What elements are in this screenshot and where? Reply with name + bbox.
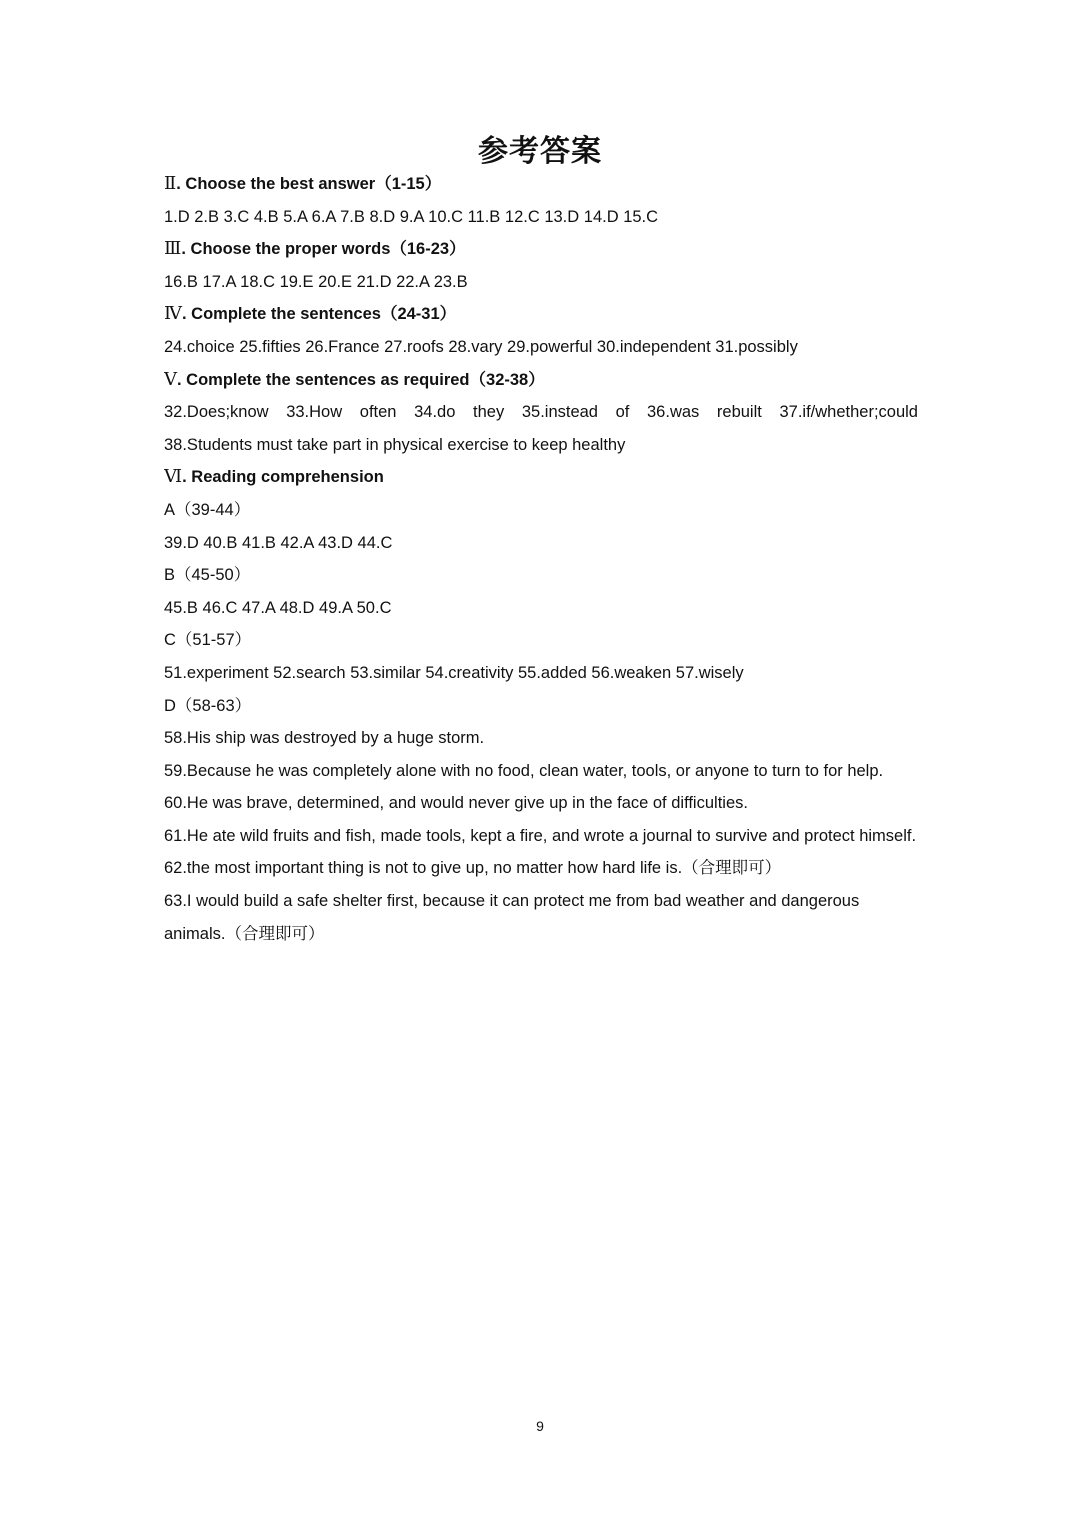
section-numeral: Ⅳ <box>164 303 182 325</box>
answer-key-content <box>164 168 918 950</box>
reading-part-b-label: B（45-50） <box>164 566 251 585</box>
section-answers-3: 16.B 17.A 18.C 19.E 20.E 21.D 22.A 23.B <box>164 272 468 291</box>
reading-part-c-label: C（51-57） <box>164 631 252 650</box>
page-title: 参考答案 <box>478 134 602 169</box>
reading-part-c-answers: 51.experiment 52.search 53.similar 54.creativity 55.added 56.weaken 57.wisely <box>164 663 744 682</box>
reading-part-d-label: D（58-63） <box>164 696 252 715</box>
section-heading-text: . Choose the best answer（1-15） <box>176 175 442 193</box>
reading-part-b-answers: 45.B 46.C 47.A 48.D 49.A 50.C <box>164 598 392 617</box>
section-heading-text: . Complete the sentences（24-31） <box>181 305 457 324</box>
reading-answer-61: 61.He ate wild fruits and fish, made tools, kept a fire, and wrote a journal to survive and protect himself. <box>164 826 917 845</box>
section-heading-5 <box>164 364 918 397</box>
reading-part-a-answers: 39.D 40.B 41.B 42.A 43.D 44.C <box>164 533 393 552</box>
section-heading-4 <box>164 298 918 331</box>
section-heading-6 <box>164 461 918 494</box>
page-number: 9 <box>536 1418 544 1434</box>
section-answers-4: 24.choice 25.fifties 26.France 27.roofs 28.vary 29.powerful 30.independent 31.possibly <box>164 337 798 356</box>
reading-answer-63: 63.I would build a safe shelter first, because it can protect me from bad weather and dangerous animals.（合理即可） <box>164 892 860 943</box>
section-heading-2 <box>164 168 918 201</box>
section-answers-5-continued: 38.Students must take part in physical exercise to keep healthy <box>164 435 626 454</box>
reading-answer-58: 58.His ship was destroyed by a huge storm. <box>164 729 485 748</box>
section-heading-3 <box>164 233 918 266</box>
section-answers-5: 32.Does;know 33.How often 34.do they 35.instead of 36.was rebuilt 37.if/whether;could <box>164 403 918 422</box>
reading-answer-62: 62.the most important thing is not to give up, no matter how hard life is.（合理即可） <box>164 859 782 878</box>
reading-part-a-label: A（39-44） <box>164 500 251 519</box>
section-numeral: Ⅱ <box>164 173 177 194</box>
reading-answer-60: 60.He was brave, determined, and would never give up in the face of difficulties. <box>164 794 748 813</box>
section-heading-text: . Choose the proper words（16-23） <box>181 240 466 259</box>
section-numeral: Ⅵ <box>164 466 183 488</box>
section-answers-2: 1.D 2.B 3.C 4.B 5.A 6.A 7.B 8.D 9.A 10.C 11.B 12.C 13.D 14.D 15.C <box>164 207 659 226</box>
section-heading-text: . Reading comprehension <box>182 468 384 487</box>
section-numeral: Ⅴ <box>164 368 177 390</box>
reading-answer-59: 59.Because he was completely alone with no food, clean water, tools, or anyone to turn to for help. <box>164 761 884 780</box>
section-heading-text: . Complete the sentences as required（32-38） <box>177 370 545 389</box>
section-numeral: Ⅲ <box>164 238 182 260</box>
